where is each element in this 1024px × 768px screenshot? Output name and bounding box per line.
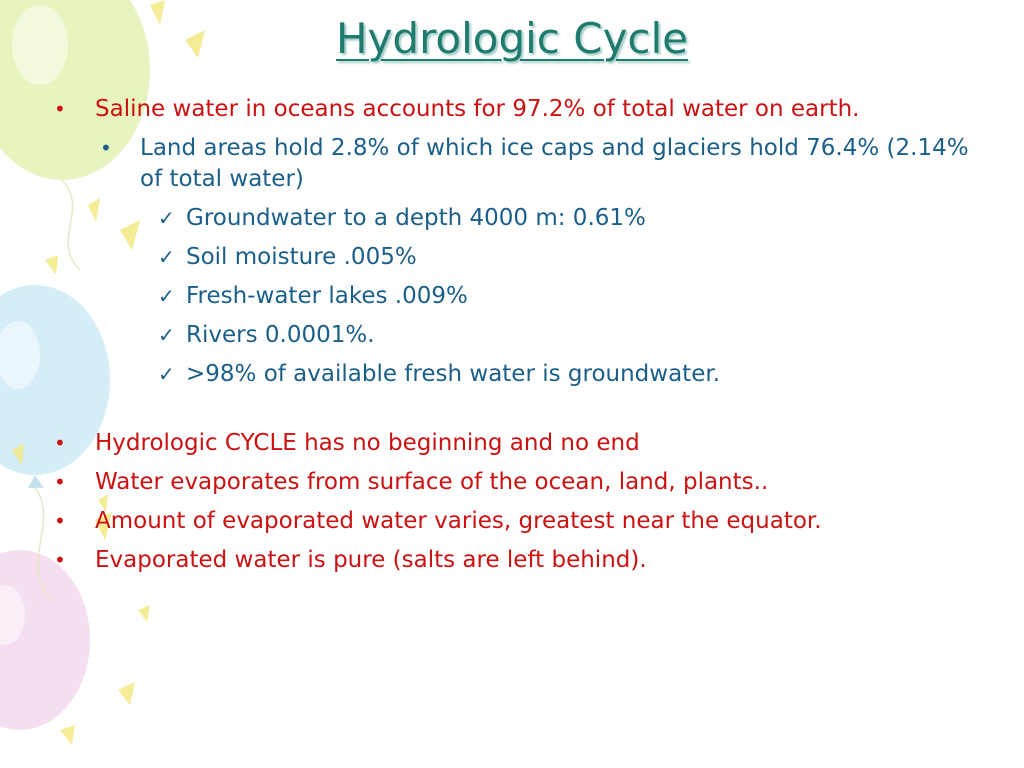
- bullet-item: [54, 545, 974, 576]
- bullet-text: Hydrologic CYCLE has no beginning and no end: [95, 430, 640, 456]
- spacer: [54, 398, 974, 428]
- bullet-icon: •: [54, 97, 66, 121]
- check-item: [158, 203, 974, 234]
- slide-title: Hydrologic Cycle: [335, 14, 689, 63]
- bullet-icon: •: [54, 509, 66, 533]
- check-icon: ✓: [158, 362, 175, 386]
- bullet-item: [54, 506, 974, 537]
- bullet-icon: •: [100, 136, 112, 160]
- bullet-icon: •: [54, 470, 66, 494]
- check-text: Rivers 0.0001%.: [186, 322, 375, 348]
- check-text: Groundwater to a depth 4000 m: 0.61%: [186, 205, 646, 231]
- bullet-item: [54, 467, 974, 498]
- bullet-icon: •: [54, 431, 66, 455]
- bullet-text: Saline water in oceans accounts for 97.2% of total water on earth.: [95, 96, 860, 122]
- check-item: [158, 320, 974, 351]
- check-text: >98% of available fresh water is groundwater.: [186, 361, 721, 387]
- check-item: [158, 281, 974, 312]
- check-icon: ✓: [158, 245, 175, 269]
- sub-bullet-item: [100, 133, 974, 195]
- bullet-text: Water evaporates from surface of the ocean, land, plants..: [95, 469, 769, 495]
- sub-bullet-text: Land areas hold 2.8% of which ice caps and glaciers hold 76.4% (2.14% of total water): [140, 135, 969, 192]
- check-text: Soil moisture .005%: [186, 244, 417, 270]
- check-item: [158, 359, 974, 390]
- check-icon: ✓: [158, 206, 175, 230]
- check-item: [158, 242, 974, 273]
- check-icon: ✓: [158, 323, 175, 347]
- bullet-text: Amount of evaporated water varies, greatest near the equator.: [95, 508, 822, 534]
- bullet-text: Evaporated water is pure (salts are left behind).: [95, 547, 647, 573]
- check-text: Fresh-water lakes .009%: [186, 283, 468, 309]
- bullet-item: [54, 94, 974, 125]
- bullet-list: [54, 94, 974, 584]
- bullet-icon: •: [54, 548, 66, 572]
- check-icon: ✓: [158, 284, 175, 308]
- bullet-item: [54, 428, 974, 459]
